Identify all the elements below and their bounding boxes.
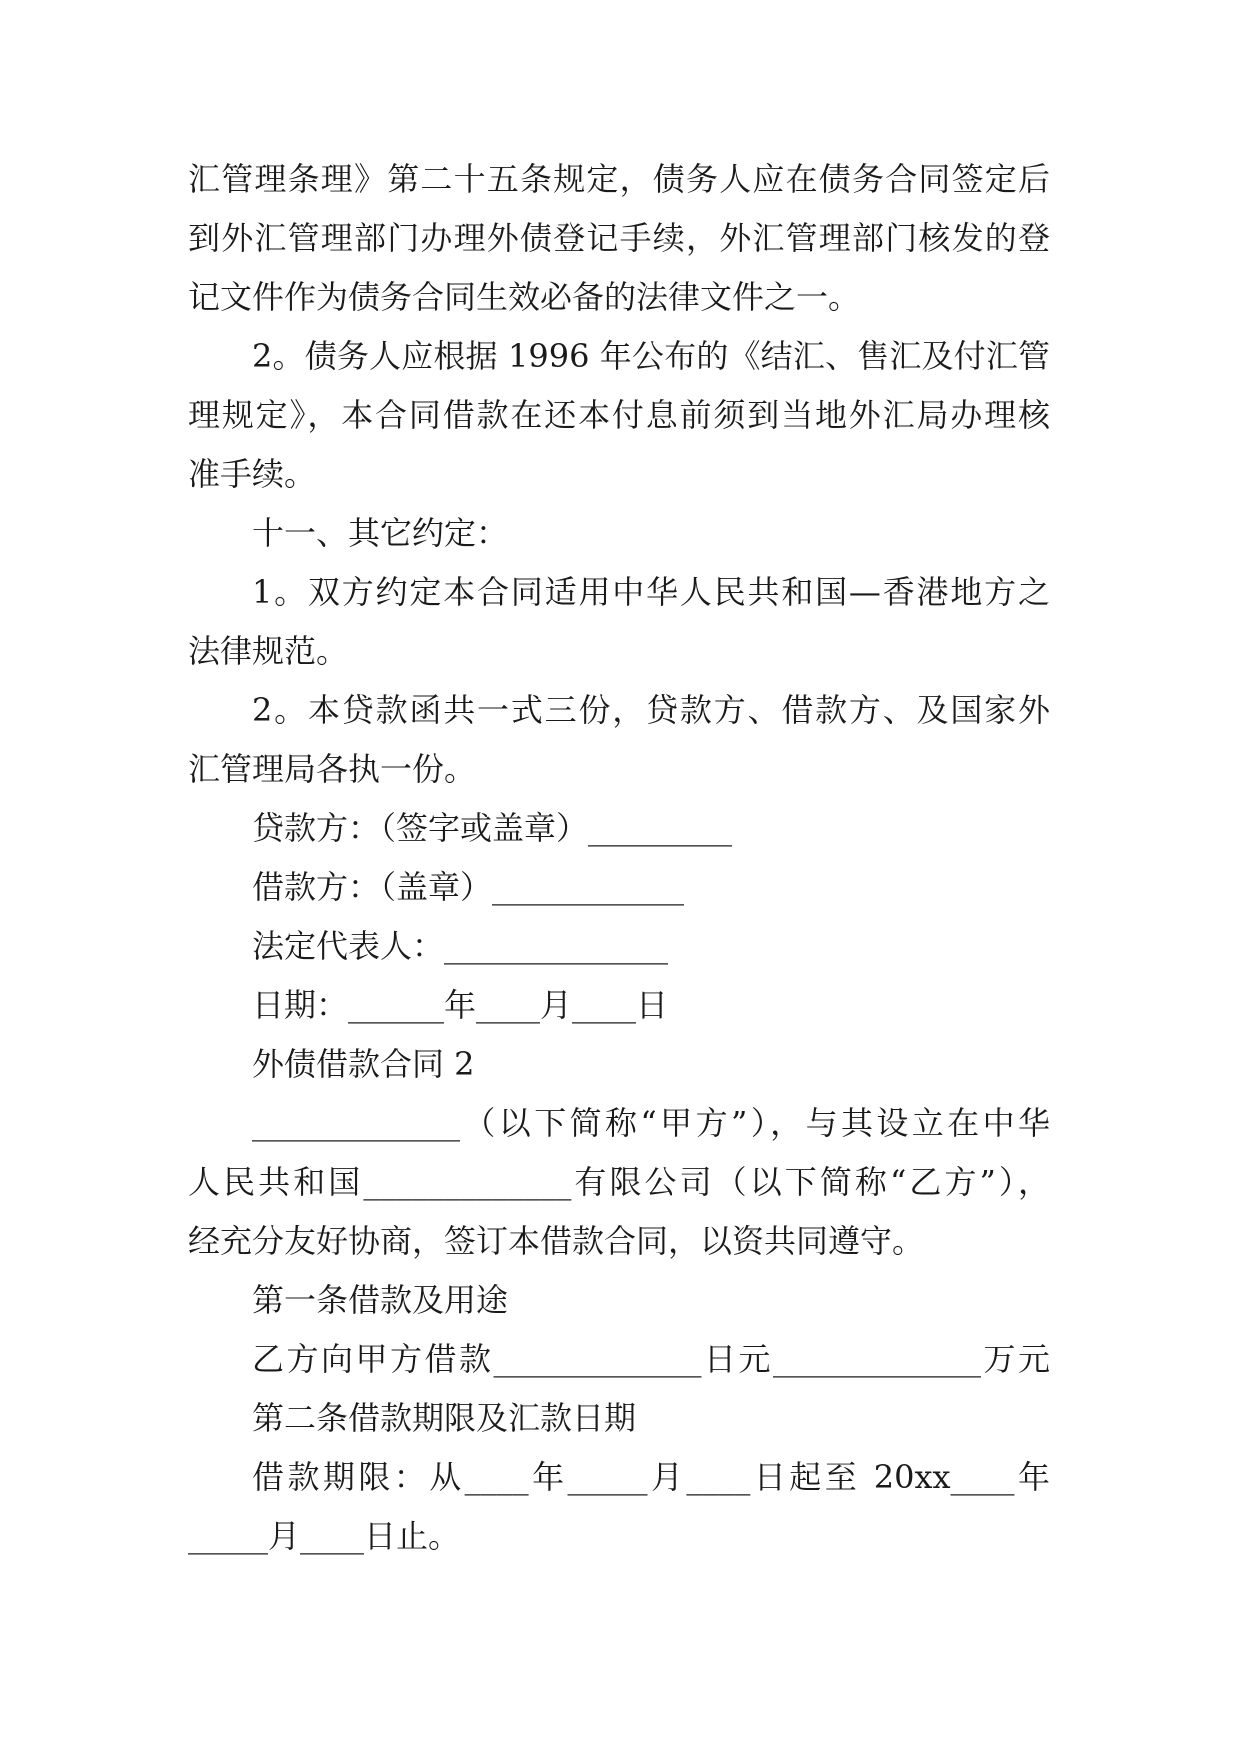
date-line: 日期：______年____月____日	[252, 986, 669, 1024]
paragraph-line: 2。本贷款函共一式三份，贷款方、借款方、及国家外	[252, 691, 1050, 729]
legal-representative-line: 法定代表人：______________	[252, 927, 669, 965]
paragraph-line: 2。债务人应根据 1996 年公布的《结汇、售汇及付汇管	[252, 337, 1050, 375]
paragraph-line: 到外汇管理部门办理外债登记手续，外汇管理部门核发的登	[188, 219, 1050, 257]
lender-signature-line: 贷款方：（签字或盖章）_________	[252, 809, 733, 847]
paragraph-line: 1。双方约定本合同适用中华人民共和国—香港地方之	[252, 573, 1050, 611]
section-heading: 十一、其它约定：	[252, 514, 509, 552]
paragraph-line: 借款期限：从____年_____月____日起至 20xx____年	[252, 1458, 1050, 1496]
paragraph-line: 人民共和国_____________有限公司（以下简称“乙方”），	[188, 1163, 1050, 1201]
article-heading: 第一条借款及用途	[252, 1281, 509, 1319]
paragraph-line: 记文件作为债务合同生效必备的法律文件之一。	[188, 278, 861, 316]
paragraph-line: 准手续。	[188, 455, 317, 493]
paragraph-line: _____________（以下简称“甲方”），与其设立在中华	[252, 1104, 1050, 1142]
paragraph-line: 理规定》，本合同借款在还本付息前须到当地外汇局办理核	[188, 396, 1050, 434]
paragraph-line: _____月____日止。	[188, 1517, 461, 1555]
document-body	[188, 150, 1050, 1566]
paragraph-line: 法律规范。	[188, 632, 349, 670]
paragraph-line: 乙方向甲方借款_____________日元_____________万元	[252, 1340, 1050, 1378]
contract-title: 外债借款合同 2	[252, 1045, 475, 1083]
paragraph-line: 汇管理局各执一份。	[188, 750, 477, 788]
paragraph-line: 汇管理条理》第二十五条规定，债务人应在债务合同签定后	[188, 160, 1050, 198]
borrower-seal-line: 借款方：（盖章）____________	[252, 868, 685, 906]
article-heading: 第二条借款期限及汇款日期	[252, 1399, 637, 1437]
paragraph-line: 经充分友好协商，签订本借款合同，以资共同遵守。	[188, 1222, 925, 1260]
